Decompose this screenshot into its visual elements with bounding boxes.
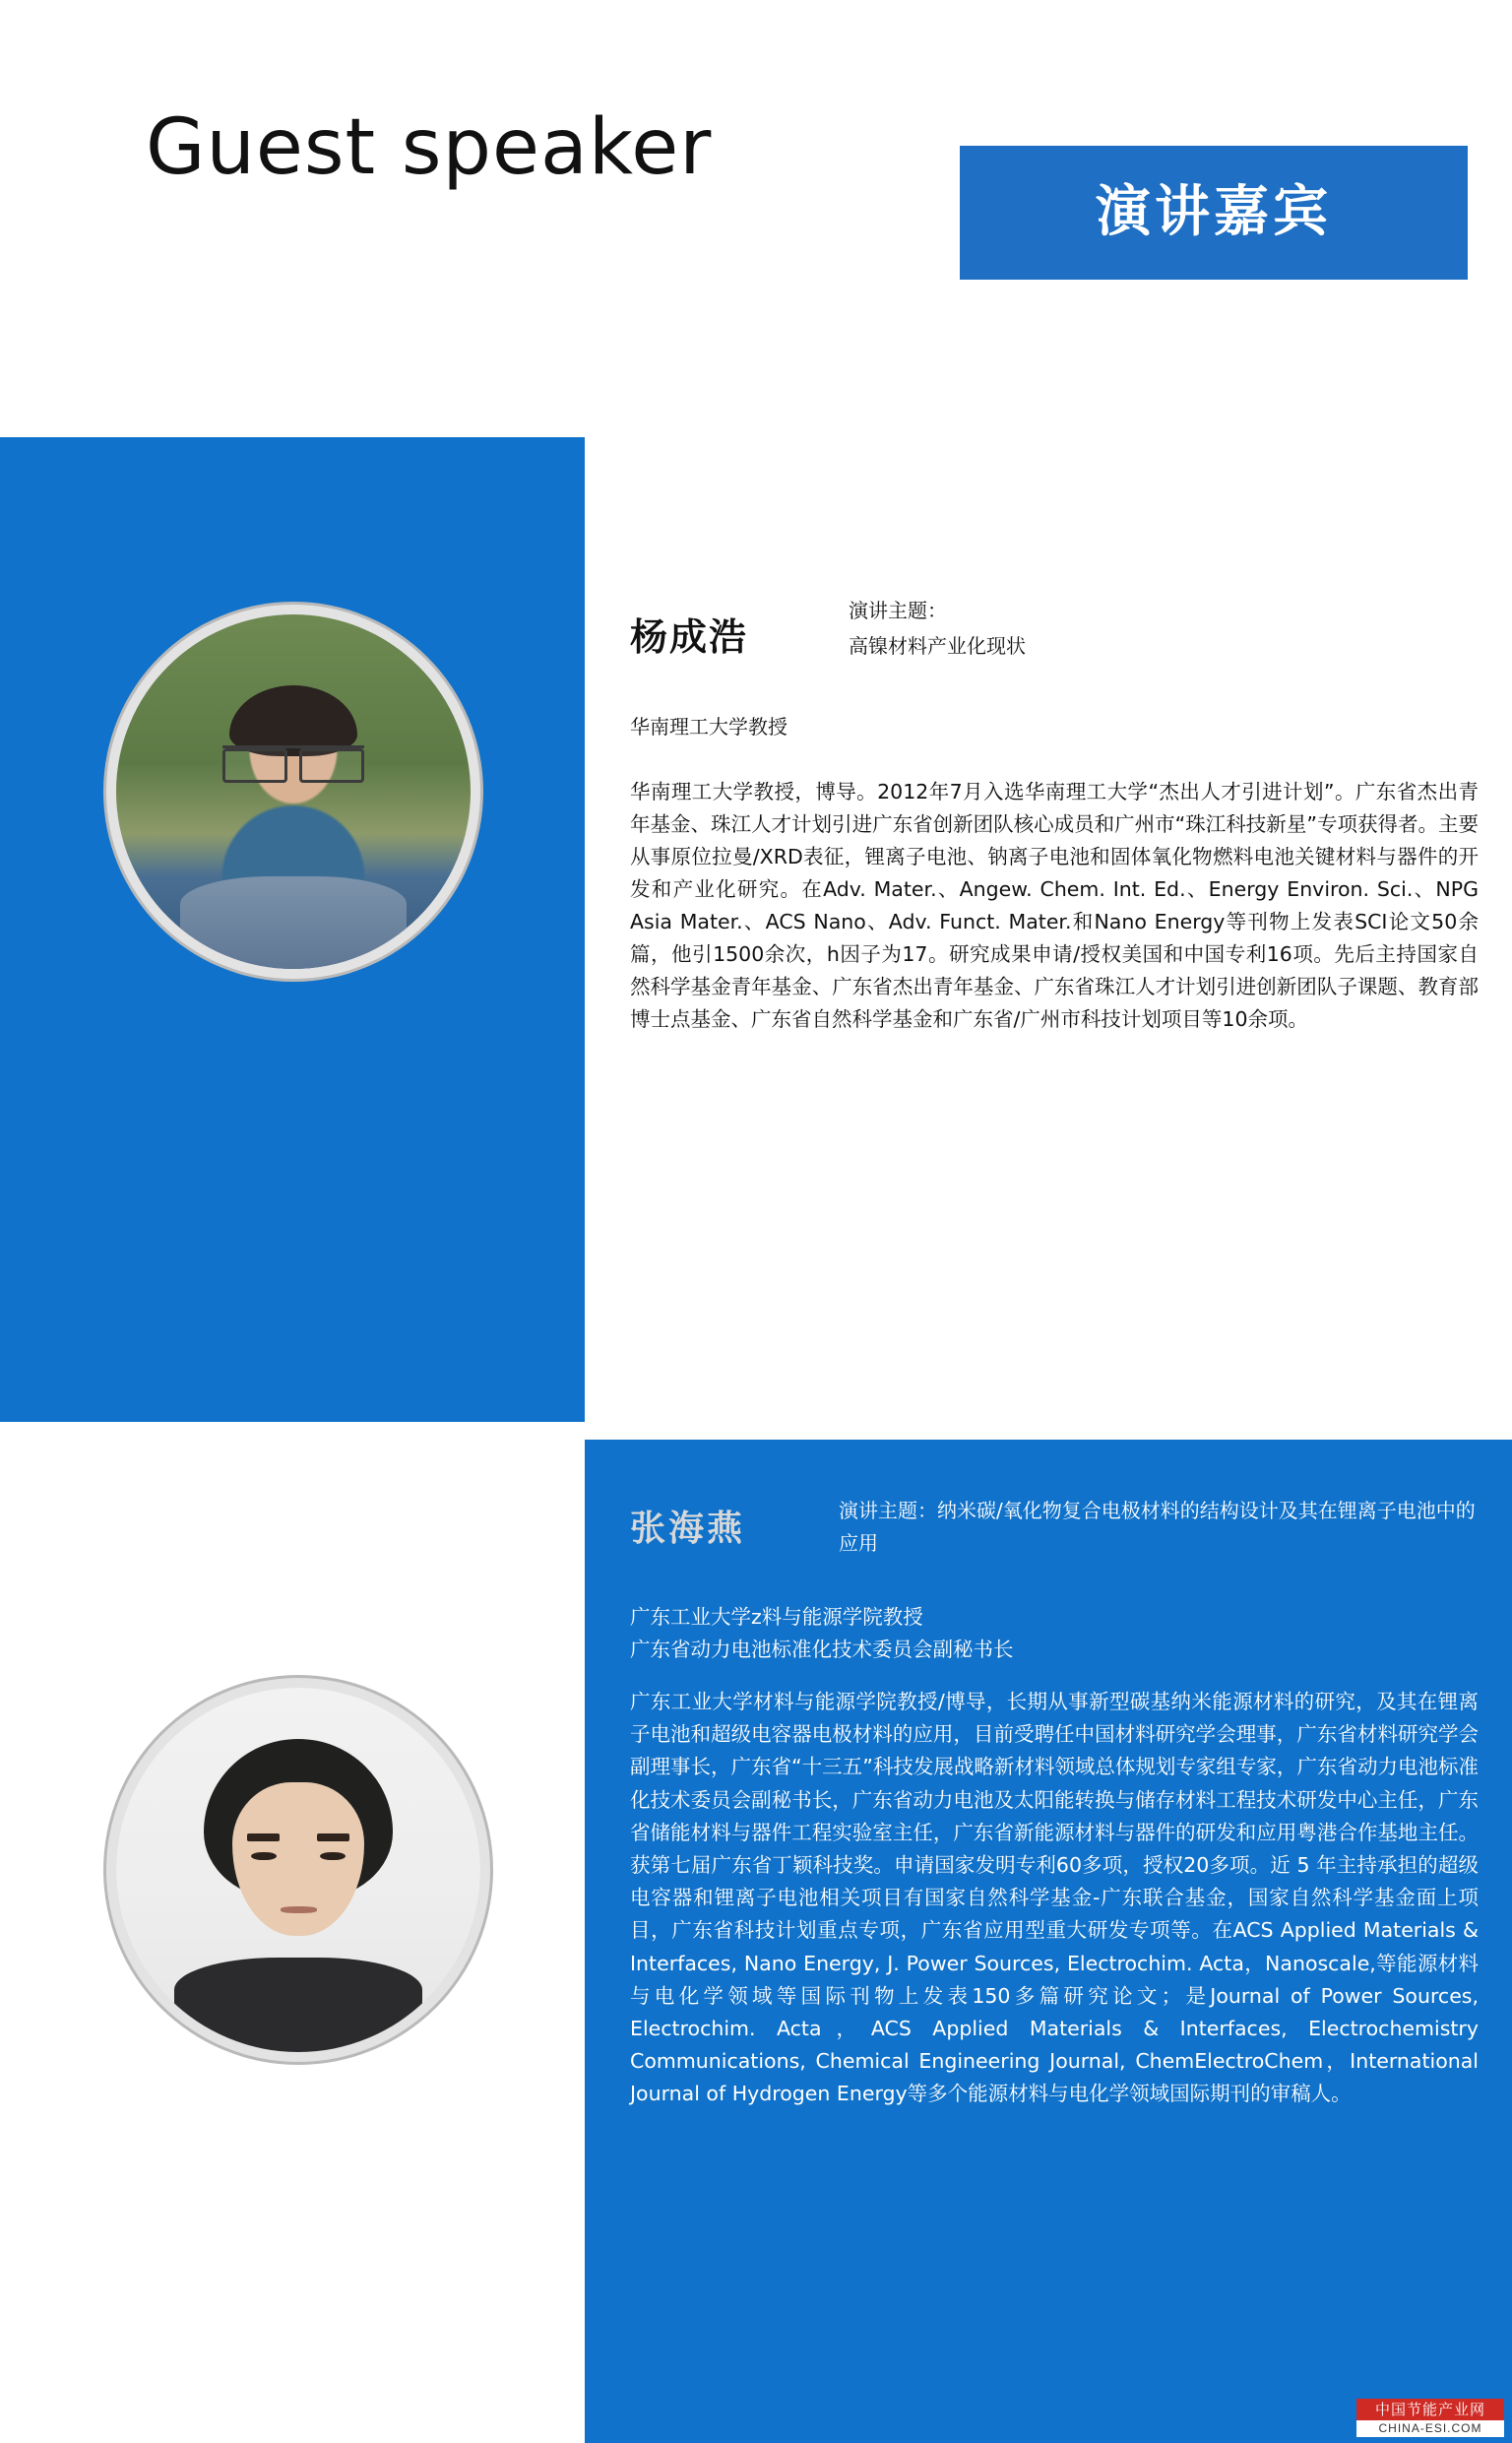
speaker-1-affiliation: 华南理工大学教授 xyxy=(630,715,788,739)
speaker-1-name: 杨成浩 xyxy=(630,615,749,659)
header-badge-label: 演讲嘉宾 xyxy=(1096,180,1332,244)
speaker-2-affiliation xyxy=(630,1601,1479,1666)
watermark-site-name: 中国节能产业网 xyxy=(1356,2399,1504,2420)
avatar-image xyxy=(116,614,471,969)
speaker-2-name: 张海燕 xyxy=(630,1509,746,1549)
eyebrow-left xyxy=(247,1833,280,1841)
avatar-speaker-1 xyxy=(116,614,471,969)
mouth-shape xyxy=(281,1906,317,1913)
glasses-icon xyxy=(222,745,364,777)
speaker-1-text xyxy=(630,437,1496,1422)
glasses-left-lens xyxy=(222,748,287,783)
eyebrow-right xyxy=(317,1833,349,1841)
avatar-speaker-2 xyxy=(116,1688,480,2052)
watermark xyxy=(1356,2399,1504,2437)
speaker-2-text xyxy=(630,1440,1496,2443)
eye-left xyxy=(251,1852,277,1861)
glasses-right-lens xyxy=(299,748,364,783)
speaker-1-photo-panel xyxy=(0,437,585,1422)
speaker-card-1 xyxy=(0,437,1512,1422)
header xyxy=(0,0,1512,295)
speaker-2-topic: 演讲主题：纳米碳/氧化物复合电极材料的结构设计及其在锂离子电池中的应用 xyxy=(839,1499,1476,1555)
speaker-2-bio: 广东工业大学材料与能源学院教授/博导，长期从事新型碳基纳米能源材料的研究，及其在锂离子电池和超级电容器电极材料的应用，目前受聘任中国材料研究学会理事，广东省材料研究学会副理事长，广东省“十三五”科技发展战略新材料领域总体规划专家组专家，广东省动力电池标准化技术委员会副秘书长，广东省动力电池及太阳能转换与储存材料工程技术研发中心主任，广东省储能材料与器件工程实验室主任，广东省新能源材料与器件的研发和应用粤港合作基地主任。获第七届广东省丁颖科技奖。申请国家发明专利60多项，授权20多项。近 5 年主持承担的超级电容器和锂离子电池相关项目有国家自然科学基金-广东联合基金，国家自然科学基金面上项目，广东省科技计划重点专项，广东省应用型重大研发专项等。在ACS Applied Materials & Interfaces, Nano Energy, J. Power Sources, Electrochim. Acta，Nanoscale,等能源材料与电化学领域等国际刊物上发表150多篇研究论文；是Journal of Power Sources, Electrochim. Acta，ACS Applied Materials & Interfaces, Electrochemistry Communications, Chemical Engineering Journal, ChemElectroChem，International Journal of Hydrogen Energy等多个能源材料与电化学领域国际期刊的审稿人。 xyxy=(630,1690,1479,2106)
speaker-card-2 xyxy=(0,1440,1512,2443)
clothing-shape xyxy=(174,1958,422,2052)
page-title: Guest speaker xyxy=(146,103,713,192)
watermark-site-url: CHINA-ESI.COM xyxy=(1356,2420,1504,2437)
speaker-2-affiliation-line-2: 广东省动力电池标准化技术委员会副秘书长 xyxy=(630,1638,1014,1661)
speaker-1-topic-label: 演讲主题： xyxy=(849,599,947,622)
avatar-image xyxy=(116,1688,480,2052)
header-badge xyxy=(960,146,1468,280)
speaker-2-affiliation-line-1: 广东工业大学z料与能源学院教授 xyxy=(630,1605,923,1629)
speaker-1-bio: 华南理工大学教授，博导。2012年7月入选华南理工大学“杰出人才引进计划”。广东省杰出青年基金、珠江人才计划引进广东省创新团队核心成员和广州市“珠江科技新星”专项获得者。主要从事原位拉曼/XRD表征，锂离子电池、钠离子电池和固体氧化物燃料电池关键材料与器件的开发和产业化研究。在Adv. Mater.、Angew. Chem. Int. Ed.、Energy Environ. Sci.、NPG Asia Mater.、ACS Nano、Adv. Funct. Mater.和Nano Energy等刊物上发表SCI论文50余篇，他引1500余次，h因子为17。研究成果申请/授权美国和中国专利16项。先后主持国家自然科学基金青年基金、广东省杰出青年基金、广东省珠江人才计划引进创新团队子课题、教育部博士点基金、广东省自然科学基金和广东省/广州市科技计划项目等10余项。 xyxy=(630,780,1479,1031)
speaker-1-topic-value: 高镍材料产业化现状 xyxy=(849,634,1026,658)
shirt-shape xyxy=(180,876,407,969)
